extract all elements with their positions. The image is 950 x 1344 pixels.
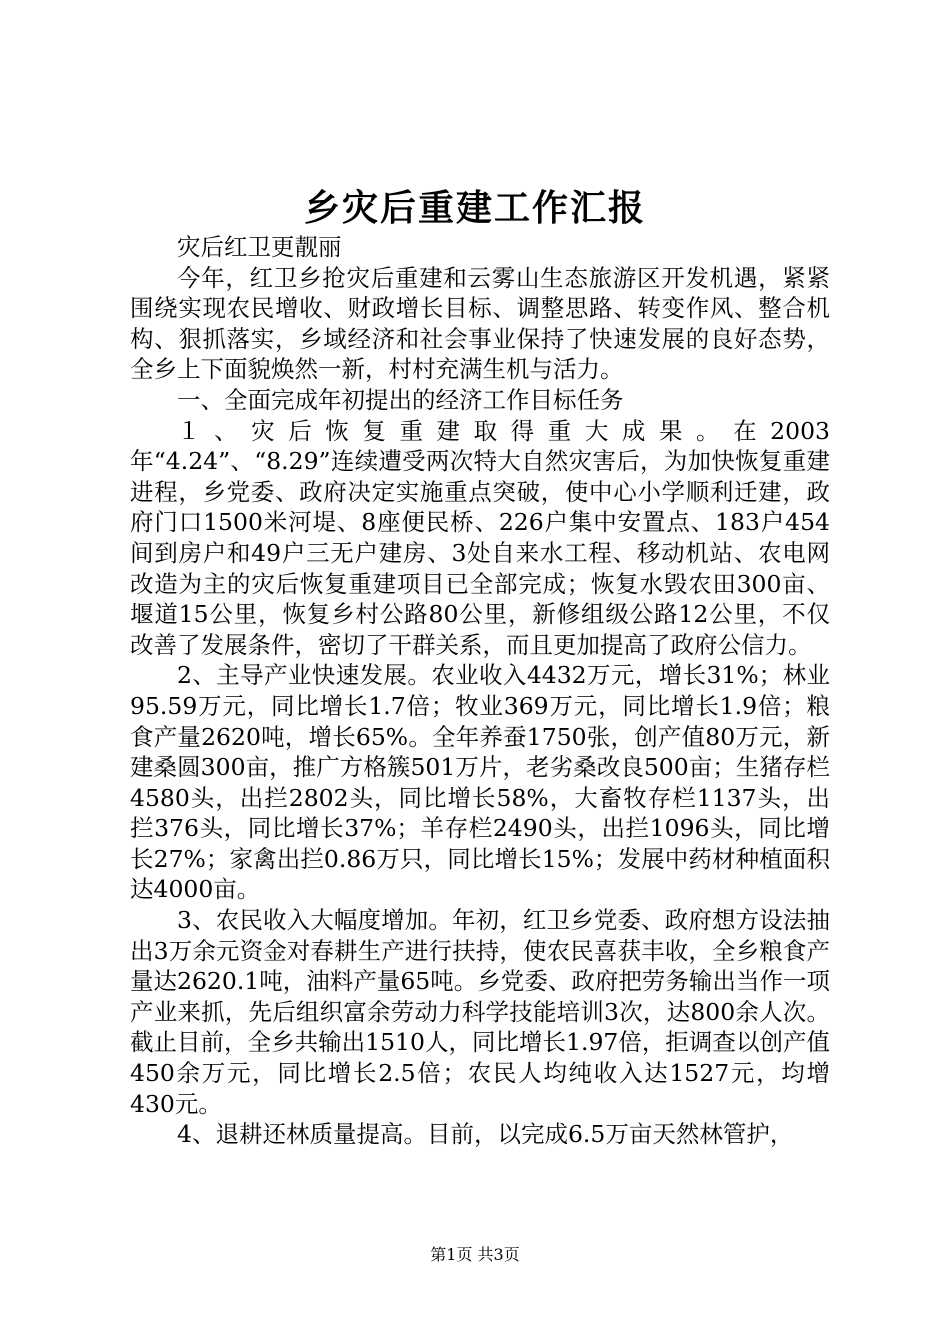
document-body (130, 232, 830, 1150)
section-heading: 一、全面完成年初提出的经济工作目标任务 (177, 385, 624, 414)
subtitle-paragraph: 灾后红卫更靓丽 (177, 233, 342, 261)
item-2-paragraph: 2、主导产业快速发展。农业收入4432万元，增长31%；林业95.59万元，同比增长1.7倍；牧业369万元，同比增长1.9倍；粮食产量2620吨，增长65%。全年养蚕1750张，创产值80万元，新建桑圆300亩，推广方格簇501万片，老劣桑改良500亩；生猪存栏4580头，出拦2802头，同比增长58%，大畜牧存栏1137头，出拦376头，同比增长37%；羊存栏2490头，出拦1096头，同比增长27%；家禽出拦0.86万只，同比增长15%；发展中药材种植面积达4000亩。 (130, 661, 830, 904)
item-3-paragraph: 3、农民收入大幅度增加。年初，红卫乡党委、政府想方设法抽出3万余元资金对春耕生产进行扶持，使农民喜获丰收，全乡粮食产量达2620.1吨，油料产量65吨。乡党委、政府把劳务输出当作一项产业来抓，先后组织富余劳动力科学技能培训3次，达800余人次。截止目前，全乡共输出1510人，同比增长1.97倍，拒调查以创产值450余万元，同比增长2.5倍；农民人均纯收入达1527元，均增430元。 (130, 906, 830, 1118)
intro-paragraph: 今年，红卫乡抢灾后重建和云雾山生态旅游区开发机遇，紧紧围绕实现农民增收、财政增长目标、调整思路、转变作风、整合机构、狠抓落实，乡域经济和社会事业保持了快速发展的良好态势，全乡上下面貌焕然一新，村村充满生机与活力。 (130, 263, 830, 384)
document-title: 乡灾后重建工作汇报 (303, 187, 646, 229)
item-4-paragraph: 4、退耕还林质量提高。目前，以完成6.5万亩天然林管护， (177, 1120, 794, 1149)
item-1-paragraph: １、灾后恢复重建取得重大成果。在2003年“4.24”、“8.29”连续遭受两次特大自然灾害后，为加快恢复重建进程，乡党委、政府决定实施重点突破，使中心小学顺利迁建，政府门口1500米河堤、8座便民桥、226户集中安置点、183户454间到房户和49户三无户建房、3处自来水工程、移动机站、农电网改造为主的灾后恢复重建项目已全部完成；恢复水毁农田300亩、堰道15公里，恢复乡村公路80公里，新修组级公路12公里，不仅改善了发展条件，密切了干群关系，而且更加提高了政府公信力。 (130, 416, 830, 659)
page-footer: 第1页 共3页 (430, 1245, 520, 1264)
